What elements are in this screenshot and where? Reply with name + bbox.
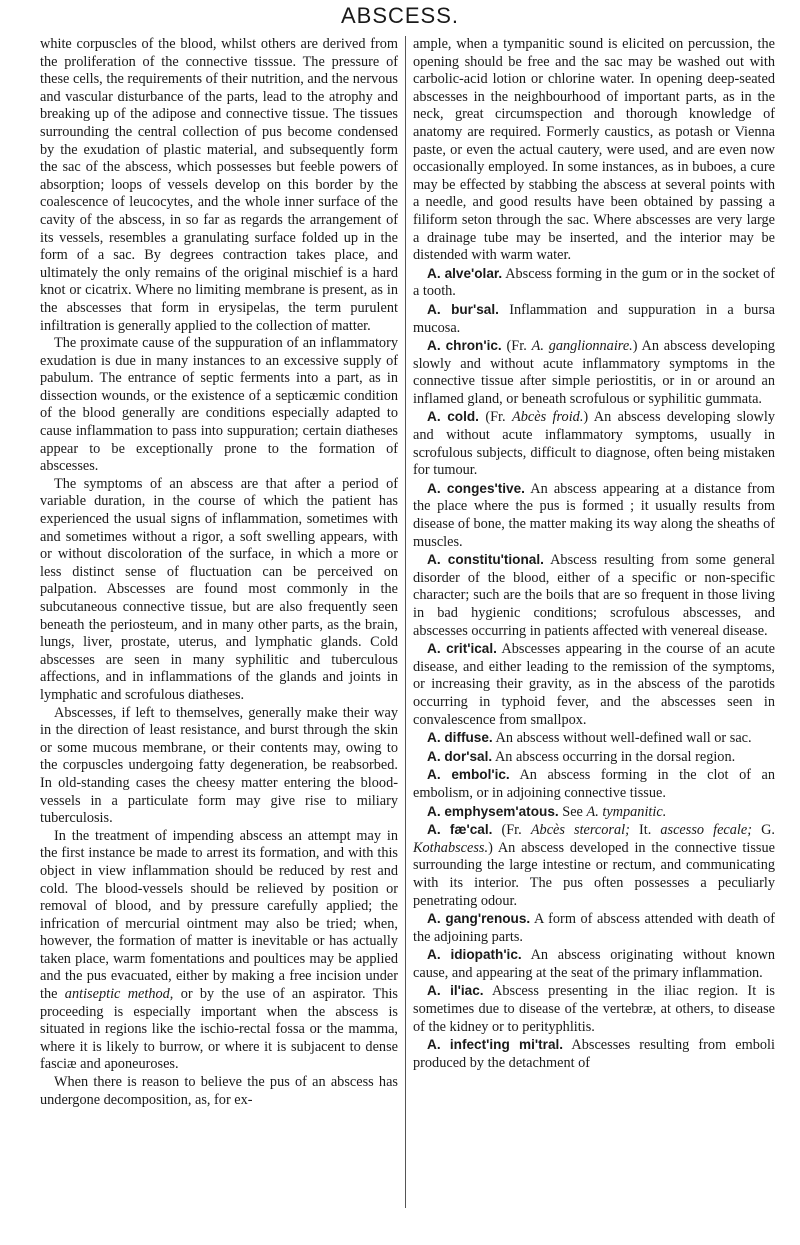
entry-infecting-mitral <box>413 1036 775 1072</box>
entry-diffuse <box>413 729 775 748</box>
treatment-text-after: , or by the use of an aspirator. This proceeding is especially important when the abscess is situated in regions like the ischio-rectal fossa or the mamma, where it is likely to burrow, or where it is subjacent to dense fasciæ and aponeuroses. <box>40 986 398 1073</box>
entry-term: A. embol'ic. <box>427 767 510 783</box>
entry-term: A. crit'ical. <box>427 641 497 657</box>
entry-definition: Abscess forming in the gum or in the socket of a tooth. <box>413 265 775 300</box>
entry-definition: Abscesses appearing in the course of an acute disease, and either leading to the remission of the symptoms, or increasing their gravity, as in the abscess of the parotids occurring in typhoid fever, and the abscesses seen in convalescence from smallpox. <box>413 641 775 728</box>
entry-definition: (Fr. <box>485 409 506 426</box>
entry-italic: A. ganglionnaire. <box>531 338 633 355</box>
entry-definition: Abscesses resulting from emboli produced by the detachment of <box>413 1037 775 1071</box>
entry-idiopathic <box>413 946 775 982</box>
entry-definition: ) An abscess developing slowly and without acute inflammatory symptoms, usually in scrofulous subjects, difficult to diagnose, often being mistaken for tumour. <box>413 409 775 479</box>
right-column <box>413 36 775 1072</box>
entry-italic: ascesso fecale; <box>660 822 753 839</box>
entry-definition: Abscess resulting from some general disorder of the blood, either of a specific or non-specific character; such are the boils that are so frequent in those living in bad hygienic conditions; scrofulous abscesses, and abscesses occurring in patients affected with venereal disease. <box>413 552 775 639</box>
entry-term: A. emphysem'atous. <box>427 803 559 819</box>
entry-constitutional <box>413 551 775 640</box>
entry-term: A. fæ'cal. <box>427 822 493 838</box>
entry-term: A. dor'sal. <box>427 748 493 764</box>
paragraph-proximate-cause: The proximate cause of the suppuration of an inflammatory exudation is due in many instances to an excessive supply of pabulum. The entrance of septic ferments into a part, as in dissection wounds, or the existence of a septicæmic condition of the blood generally are conditions especially adapted to cause inflammation to pass into suppuration; certain diatheses appear to be exceptionally prone to the formation of abscesses. <box>40 335 398 475</box>
paragraph-pus-formation: white corpuscles of the blood, whilst others are derived from the proliferation of the connective tisssue. The pressure of these cells, the requirements of their nutrition, and the nervous and vascular disturbance of the parts, lead to the atrophy and breaking up of the adipose and connective tissue. The tissues surrounding the central collection of pus become condensed by the exudation of plastic material, and subsequently form the sac of the abscess, which possesses but feeble powers of absorption; loops of vessels develop on this border by the coalescence of leucocytes, and the whole inner surface of the cavity of the abscess, in so far as regards the arrangement of its vessels, resembles a granulating surface folded up in the form of a sac. By degrees contraction takes place, and ultimately the only remains of the original mischief is a hard knot or cicatrix. Where no limiting membrane is present, as in the abscesses that form in erysipelas, the term purulent infiltration is generally applied to the collection of matter. <box>40 36 398 334</box>
entry-term: A. gang'renous. <box>427 911 531 927</box>
entry-alveolar <box>413 265 775 301</box>
paragraph-treatment <box>40 828 398 1074</box>
entry-definition: An abscess occurring in the dorsal region. <box>494 748 736 765</box>
entry-embolic <box>413 766 775 802</box>
paragraph-natural-course: Abscesses, if left to themselves, generally make their way in the direction of least resistance, and burst through the skin or some mucous membrane, or their contents may, owing to the corpuscles undergoing fatty degeneration, be reabsorbed. In old-standing cases the cheesy matter entering the blood-vessels in a particulate form may give rise to miliary tuberculosis. <box>40 704 398 827</box>
entry-definition: Abscess presenting in the iliac region. It is sometimes due to disease of the vertebræ, at others, to disease of the kidney or to perityphlitis. <box>413 983 775 1035</box>
entry-term: A. idiopath'ic. <box>427 947 522 963</box>
entry-chronic <box>413 337 775 408</box>
entry-italic: Abcès froid. <box>512 409 584 426</box>
entry-definition: (Fr. <box>506 338 527 355</box>
entry-term: A. conges'tive. <box>427 480 525 496</box>
entry-italic: Abcès stercoral; <box>530 822 630 839</box>
entry-term: A. il'iac. <box>427 983 484 999</box>
entry-definition: It. <box>638 822 652 839</box>
paragraph-decomposition: When there is reason to believe the pus of an abscess has undergone decomposition, as, for ex- <box>40 1074 398 1108</box>
entry-dorsal <box>413 748 775 767</box>
entry-definition: (Fr. <box>501 822 522 839</box>
entry-definition: G. <box>761 822 775 839</box>
entry-term: A. cold. <box>427 409 479 425</box>
entry-term: A. infect'ing mi'tral. <box>427 1037 564 1053</box>
entry-term: A. constitu'tional. <box>427 552 544 568</box>
entry-definition: A form of abscess attended with death of the adjoining parts. <box>413 911 775 945</box>
entry-italic: Kothabscess. <box>413 839 489 856</box>
entry-definition: An abscess appearing at a distance from the place where the pus is formed ; it usually results from disease of bone, the matter making its way along the sheaths of muscles. <box>413 480 775 550</box>
treatment-text: In the treatment of impending abscess an attempt may in the first instance be made to arrest its formation, and with this object in view inflammation should be reduced by rest and cold. The blood-vessels should be relieved by position or removal of blood, and by pressure carefully applied; the infrication of mercurial ointment may also be tried; when, however, the formation of matter is inevitable or has actually taken place, warm fomentations and poultices may be applied and the pus evacuated, either by making a free incision under the <box>40 827 398 1003</box>
column-divider <box>405 36 406 1208</box>
entry-term: A. diffuse. <box>427 730 493 746</box>
running-head: ABSCESS. <box>340 3 460 28</box>
entry-congestive <box>413 480 775 551</box>
left-column <box>40 36 398 1109</box>
entry-faecal <box>413 821 775 910</box>
entry-italic: A. tympanitic. <box>586 803 667 820</box>
entry-term: A. alve'olar. <box>427 265 503 281</box>
entry-cold <box>413 408 775 479</box>
entry-definition: An abscess without well-defined wall or sac. <box>495 730 752 747</box>
entry-definition: Inflammation and suppuration in a bursa mucosa. <box>413 301 775 336</box>
entry-emphysematous <box>413 803 775 822</box>
entry-definition: See <box>562 803 583 820</box>
entry-definition: An abscess originating without known cause, and appearing at the seat of the primary inflammation. <box>413 947 775 981</box>
entry-gangrenous <box>413 910 775 946</box>
entry-term: A. bur'sal. <box>427 301 499 317</box>
treatment-italic: antiseptic method <box>64 986 170 1003</box>
paragraph-continuation: ample, when a tympanitic sound is elicited on percussion, the opening should be free and the sac may be washed out with carbolic-acid lotion or chlorine water. In opening deep-seated abscesses in the neighbourhood of important parts, as in the neck, great circumspection and thorough knowledge of anatomy are required. Formerly caustics, as potash or Vienna paste, or even the actual cautery, were used, and are even now occasionally employed. In some instances, as in buboes, a cure may be effected by stabbing the abscess at several points with a needle, and good results have been obtained by passing a filiform seton through the sac. Where abscesses are very large a drainage tube may be inserted, and the interior may be distended with warm water. <box>413 36 775 264</box>
entry-definition: An abscess forming in the clot of an embolism, or in adjoining connective tissue. <box>413 767 775 801</box>
entry-term: A. chron'ic. <box>427 338 502 354</box>
entry-definition: ) An abscess developing slowly and without acute inflammatory symptoms in the connective tissue after simple periostitis, or in or around an inflamed gland, or beneath scrofulous or syphilitic gummata. <box>413 338 776 407</box>
entry-definition: ) An abscess developed in the connective tissue surrounding the large intestine or rectum, and communicating with its interior. The pus often possesses a peculiarly penetrating odour. <box>413 839 775 909</box>
entry-critical <box>413 640 775 729</box>
entry-bursal <box>413 301 775 337</box>
paragraph-symptoms: The symptoms of an abscess are that after a period of variable duration, in the course of which the patient has experienced the usual signs of inflammation, sometimes with and sometimes without a rigor, a soft swelling appears, with or without discoloration of the surface, in which a more or less distinct sense of fluctuation can be perceived on palpation. Abscesses are found most commonly in the subcutaneous connective tissue, but are also frequently seen beneath the periosteum, and in many other parts, as the brain, lungs, liver, prostate, uterus, and lymphatic glands. Cold abscesses are seen in many syphilitic and tuberculous affections, and in inflammations of the glands and joints in lymphatic and scrofulous diatheses. <box>40 475 398 703</box>
entry-iliac <box>413 982 775 1036</box>
